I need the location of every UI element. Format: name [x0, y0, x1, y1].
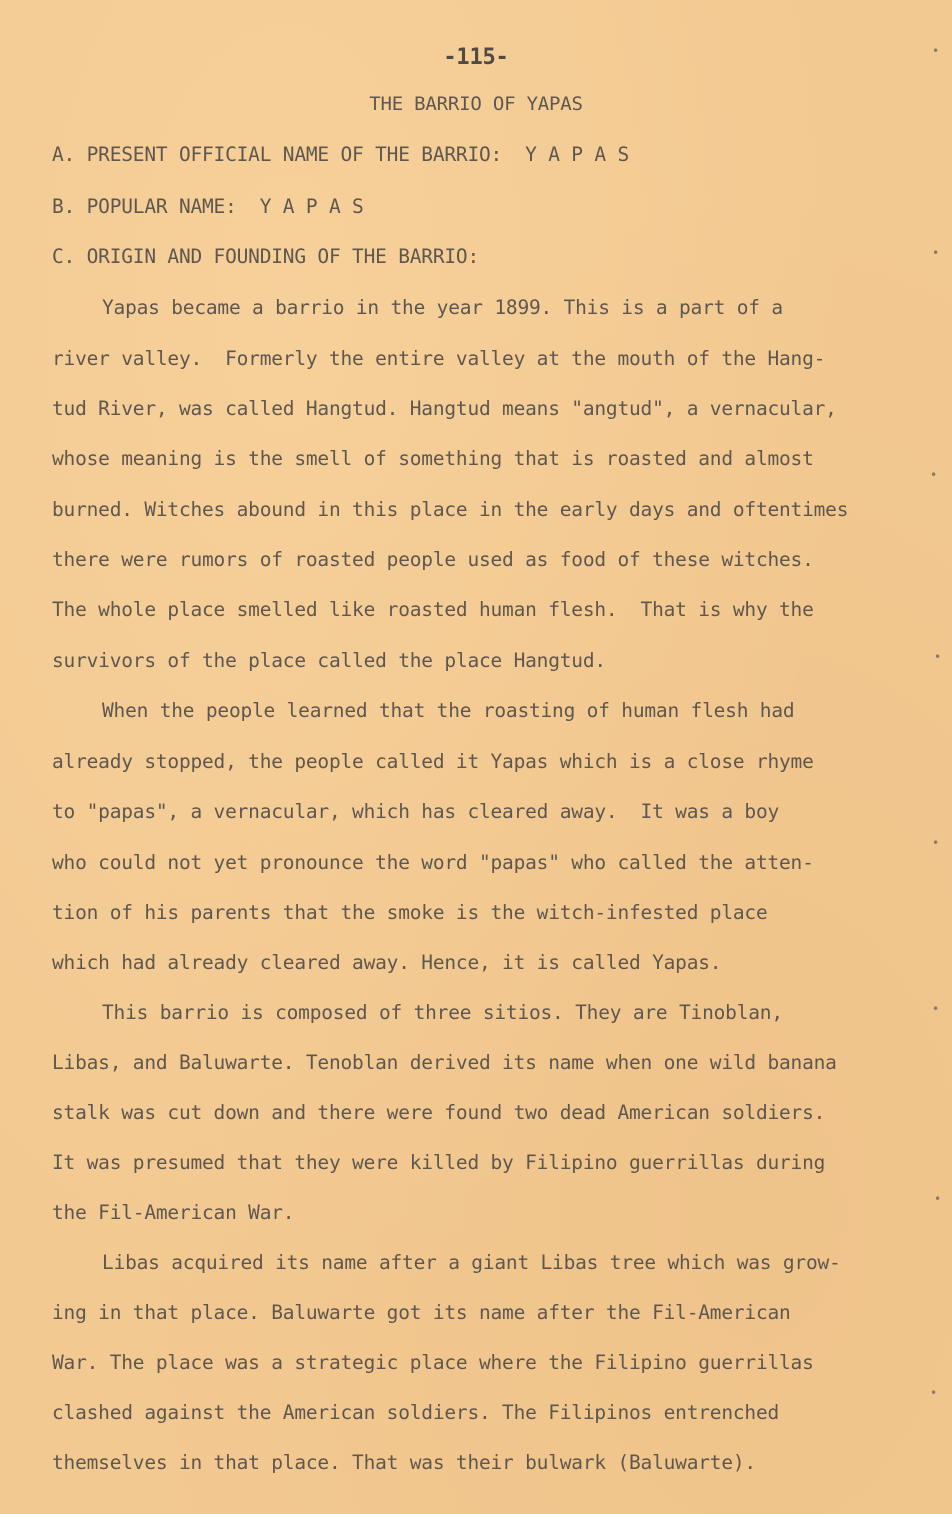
text-line: burned. Witches abound in this place in the early days and oftentimes [52, 498, 849, 521]
text-line: War. The place was a strategic place where the Filipino guerrillas [52, 1351, 814, 1374]
smudge-mark: • [932, 1002, 940, 1016]
smudge-mark: • [934, 1192, 942, 1206]
text-line: the Fil-American War. [52, 1201, 295, 1224]
text-line: It was presumed that they were killed by Filipino guerrillas during [52, 1151, 826, 1174]
text-line: clashed against the American soldiers. The Filipinos entrenched [52, 1401, 780, 1424]
smudge-mark: • [930, 468, 938, 482]
text-line: This barrio is composed of three sitios. They are Tinoblan, [102, 1001, 783, 1024]
text-line: already stopped, the people called it Yapas which is a close rhyme [52, 750, 814, 773]
smudge-mark: • [930, 1386, 938, 1400]
text-line: Yapas became a barrio in the year 1899. This is a part of a [102, 296, 783, 319]
text-line: which had already cleared away. Hence, it is called Yapas. [52, 951, 722, 974]
text-line: river valley. Formerly the entire valley at the mouth of the Hang- [52, 347, 826, 370]
page-number: -115- [443, 45, 509, 70]
text-line: there were rumors of roasted people used as food of these witches. [52, 548, 814, 571]
text-line: ing in that place. Baluwarte got its name after the Fil-American [52, 1301, 791, 1324]
text-line: The whole place smelled like roasted human flesh. That is why the [52, 598, 814, 621]
text-line: Libas, and Baluwarte. Tenoblan derived its name when one wild banana [52, 1051, 837, 1074]
text-line: who could not yet pronounce the word "papas" who called the atten- [52, 851, 814, 874]
text-line: Libas acquired its name after a giant Libas tree which was grow- [102, 1251, 841, 1274]
page-title: THE BARRIO OF YAPAS [369, 93, 583, 115]
smudge-mark: • [932, 246, 940, 260]
text-line: whose meaning is the smell of something that is roasted and almost [52, 447, 814, 470]
text-line: survivors of the place called the place Hangtud. [52, 649, 606, 672]
smudge-mark: • [932, 836, 940, 850]
text-line: themselves in that place. That was their bulwark (Baluwarte). [52, 1451, 756, 1474]
text-line: to "papas", a vernacular, which has cleared away. It was a boy [52, 800, 780, 823]
text-line: tud River, was called Hangtud. Hangtud means "angtud", a vernacular, [52, 397, 837, 420]
heading-official-name: A. PRESENT OFFICIAL NAME OF THE BARRIO: Y A P A S [52, 143, 629, 166]
smudge-mark: • [932, 44, 940, 58]
smudge-mark: • [934, 650, 942, 664]
heading-popular-name: B. POPULAR NAME: Y A P A S [52, 195, 364, 218]
text-line: tion of his parents that the smoke is the witch-infested place [52, 901, 768, 924]
text-line: stalk was cut down and there were found two dead American soldiers. [52, 1101, 826, 1124]
heading-origin: C. ORIGIN AND FOUNDING OF THE BARRIO: [52, 245, 479, 268]
text-line: When the people learned that the roasting of human flesh had [102, 699, 795, 722]
